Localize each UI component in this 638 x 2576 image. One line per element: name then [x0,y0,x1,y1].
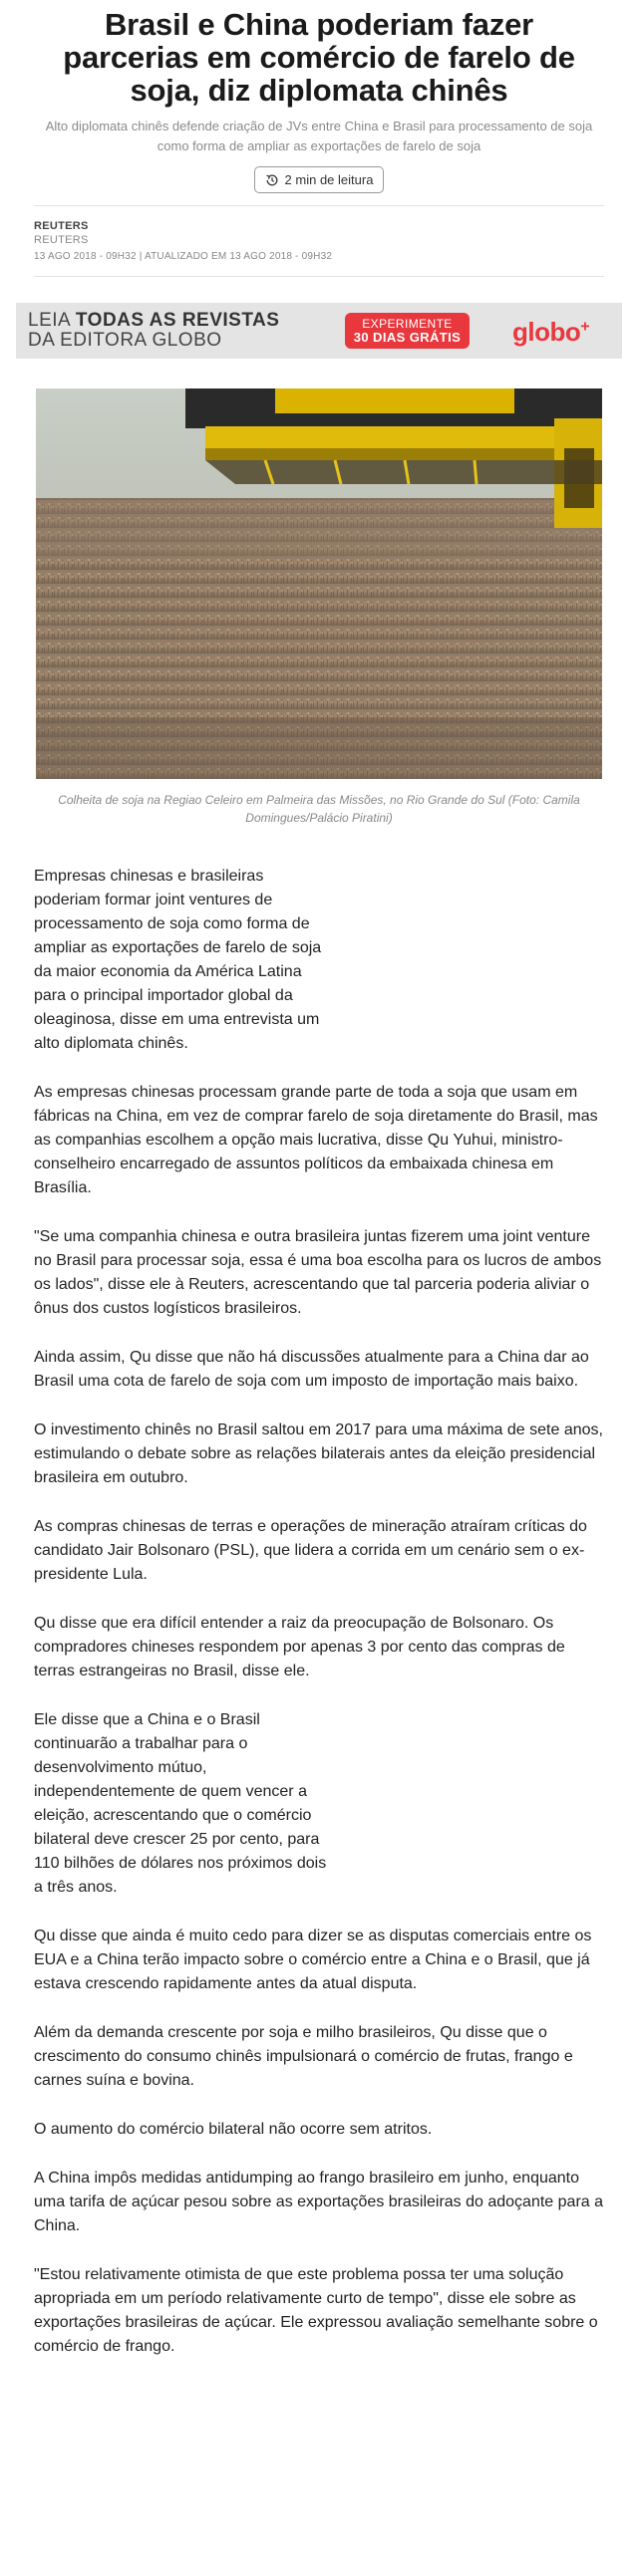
paragraph-1: Empresas chinesas e brasileiras poderiam formar joint ventures de processamento de soja como forma de ampliar as exportações de farelo de soja da maior economia da América Latina para o principal importador global da oleaginosa, disse em uma entrevista um alto diplomata chinês. [34,868,322,1052]
photo-caption: Colheita de soja na Regiao Celeiro em Palmeira das Missões, no Rio Grande do Sul (Foto: Camila Domingues/Palácio Piratini) [58,793,580,825]
globo-plus-ad-banner[interactable] [16,303,622,359]
logo-text: globo [512,317,581,347]
paragraph-9: Qu disse que ainda é muito cedo para dizer se as disputas comerciais entre os EUA e a China terão impacto sobre o comércio entre a China e o Brasil, que já estava crescendo rapidamente antes da atual disputa. [34,1928,592,1992]
agency-source: REUTERS [34,234,89,246]
harvest-photo[interactable] [36,388,602,779]
publish-dates: 13 AGO 2018 - 09H32 | ATUALIZADO EM 13 AGO 2018 - 09H32 [34,251,333,262]
banner-line2: DA EDITORA GLOBO [28,330,222,351]
paragraph-8: Ele disse que a China e o Brasil continuarão a trabalhar para o desenvolvimento mútuo, independentemente de quem vencer a eleição, acrescentando que o comércio bilateral deve crescer 25 por cento, para 110 bilhões de dólares nos próximos dois a três anos. [34,1711,327,1896]
banner-lead: LEIA [28,310,76,331]
byline-divider [34,276,604,277]
byline [0,206,638,262]
article-body [0,827,638,2359]
clock-icon [265,173,279,187]
trial-line2: 30 DIAS GRÁTIS [353,330,462,345]
banner-bold: TODAS AS REVISTAS [75,310,280,331]
article-header [0,0,638,193]
article-subtitle: Alto diplomata chinês defende criação de JVs entre China e Brasil para processamento de soja como forma de ampliar as exportações de farelo de soja [45,119,593,153]
agency-name[interactable]: REUTERS [34,220,89,232]
trial-line1: EXPERIMENTE [362,317,453,331]
paragraph-12: A China impôs medidas antidumping ao frango brasileiro em junho, enquanto uma tarifa de açúcar pesou sobre as exportações brasileiras do adoçante para a China. [34,2170,604,2234]
banner-text [16,311,279,351]
paragraph-10: Além da demanda crescente por soja e milho brasileiros, Qu disse que o crescimento do consumo chinês impulsionará o comércio de frutas, frango e carnes suína e bovina. [34,2024,573,2089]
read-time-badge [254,166,385,193]
read-time-label: 2 min de leitura [284,172,374,187]
paragraph-6: As compras chinesas de terras e operações de mineração atraíram críticas do candidato Jair Bolsonaro (PSL), que lidera a corrida em um cenário sem o ex-presidente Lula. [34,1518,587,1583]
paragraph-3: "Se uma companhia chinesa e outra brasileira juntas fizerem uma joint venture no Brasil para processar soja, essa é uma boa escolha para os lucros de ambos os lados", disse ele à Reuters, acrescentando que tal parceria poderia aliviar o ônus dos custos logísticos brasileiros. [34,1228,602,1317]
paragraph-13: "Estou relativamente otimista de que este problema possa ter uma solução apropriada em um período relativamente curto de tempo", disse ele sobre as exportações brasileiras de açúcar. Ele expressou avaliação semelhante sobre o comércio de frango. [34,2266,598,2355]
article-title: Brasil e China poderiam fazer parcerias em comércio de farelo de soja, diz diplomata chinês [63,7,575,108]
paragraph-11: O aumento do comércio bilateral não ocorre sem atritos. [34,2121,433,2138]
paragraph-5: O investimento chinês no Brasil saltou em 2017 para uma máxima de sete anos, estimulando o debate sobre as relações bilaterais antes da eleição presidencial brasileira em outubro. [34,1421,603,1486]
trial-button[interactable] [345,313,470,349]
logo-plus: + [580,318,590,336]
globo-plus-logo [512,317,589,348]
article-figure [36,388,602,827]
paragraph-2: As empresas chinesas processam grande parte de toda a soja que usam em fábricas na China, em vez de comprar farelo de soja diretamente do Brasil, mas as companhias escolhem a opção mais lucrativa, disse Qu Yuhui, ministro-conselheiro encarregado de assuntos políticos da embaixada chinesa em Brasília. [34,1084,598,1196]
paragraph-4: Ainda assim, Qu disse que não há discussões atualmente para a China dar ao Brasil uma cota de farelo de soja com um imposto de importação mais baixo. [34,1349,589,1390]
paragraph-7: Qu disse que era difícil entender a raiz da preocupação de Bolsonaro. Os compradores chineses respondem por apenas 3 por cento das compras de terras estrangeiras no Brasil, disse ele. [34,1615,565,1679]
